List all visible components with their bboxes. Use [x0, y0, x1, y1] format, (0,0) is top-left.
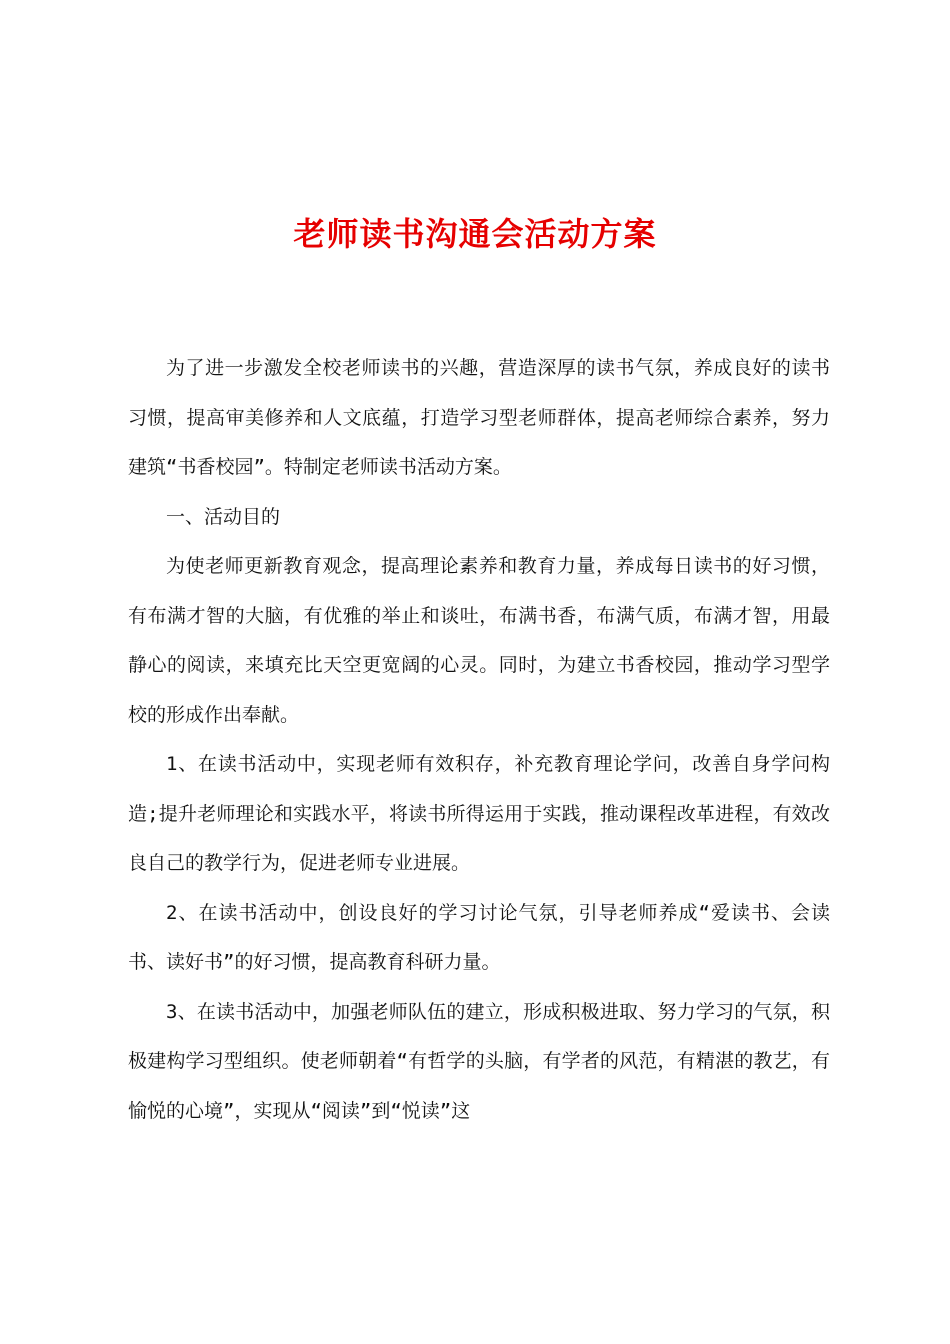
paragraph-goal: 为使老师更新教育观念，提高理论素养和教育力量，养成每日读书的好习惯，有布满才智的大脑，有优雅的举止和谈吐，布满书香，布满气质，布满才智，用最静心的阅读，来填充比天空更宽阔的心灵。同时，为建立书香校园，推动学习型学校的形成作出奉献。: [128, 555, 830, 726]
paragraph-item-2: 2、在读书活动中，创设良好的学习讨论气氛，引导老师养成“爱读书、会读书、读好书”的好习惯，提高教育科研力量。: [128, 901, 830, 973]
paragraph-item-3: 3、在读书活动中，加强老师队伍的建立，形成积极进取、努力学习的气氛，积极建构学习型组织。使老师朝着“有哲学的头脑，有学者的风范，有精湛的教艺，有愉悦的心境”，实现从“阅读”到“悦读”这: [128, 1000, 830, 1122]
document-title: 老师读书沟通会活动方案: [293, 215, 657, 253]
section-heading-activity-goal: 一、活动目的: [166, 505, 281, 528]
paragraph-intro: 为了进一步激发全校老师读书的兴趣，营造深厚的读书气氛，养成良好的读书习惯，提高审美修养和人文底蕴，打造学习型老师群体，提高老师综合素养，努力建筑“书香校园”。特制定老师读书活动方案。: [128, 357, 830, 478]
document-body: [128, 344, 830, 1136]
paragraph-item-1: 1、在读书活动中，实现老师有效积存，补充教育理论学问，改善自身学问构造;提升老师理论和实践水平，将读书所得运用于实践，推动课程改革进程，有效改良自己的教学行为，促进老师专业进展。: [128, 753, 830, 874]
